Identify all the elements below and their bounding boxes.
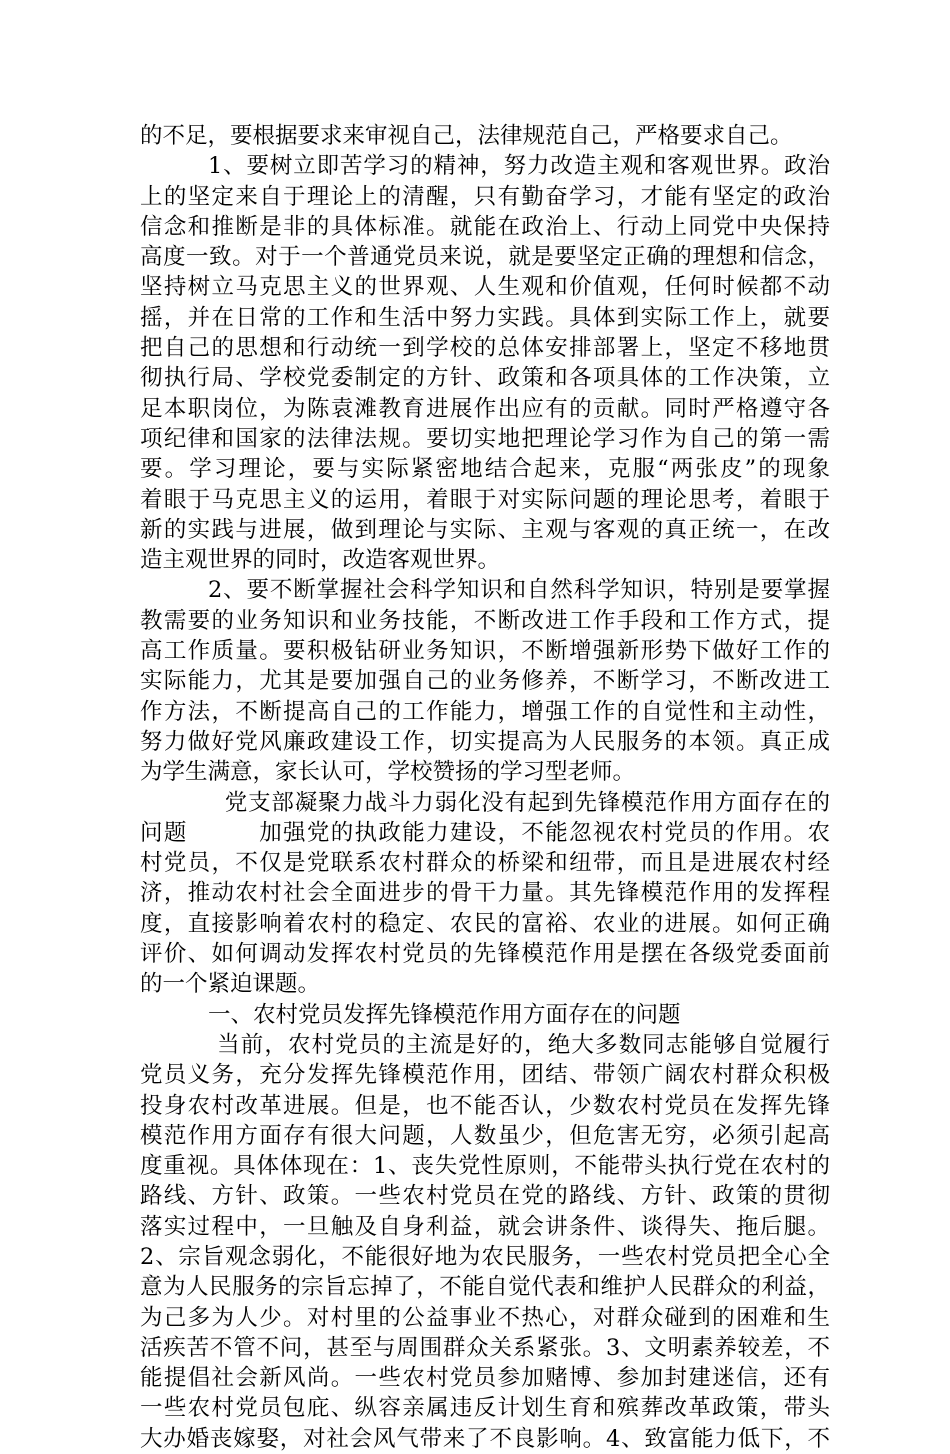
text-line-content: 的不足，要根据要求来审视自己，法律规范自己，严格要求自己。 [140,123,793,149]
text-line [140,697,830,727]
text-line-content: 问题 加强党的执政能力建设，不能忽视农村党员的作用。农 [140,819,830,846]
text-line-content: 着眼于马克思主义的运用，着眼于对实际问题的理论思考，着眼于 [140,486,830,513]
text-line [140,666,830,696]
text-line [140,545,830,575]
text-line [140,788,830,818]
text-line [140,121,830,151]
text-line-content: 把自己的思想和行动统一到学校的总体安排部署上，坚定不移地贯 [140,335,830,362]
text-line-content: 模范作用方面存有很大问题，人数虽少，但危害无穷，必须引起高 [140,1122,830,1149]
text-line [140,757,830,787]
text-line-content: 彻执行局、学校党委制定的方针、政策和各项具体的工作决策，立 [140,365,830,392]
text-line-content: 为己多为人少。对村里的公益事业不热心，对群众碰到的困难和生 [140,1304,830,1331]
text-line-content: 坚持树立马克思主义的世界观、人生观和价值观，任何时候都不动 [140,274,830,301]
text-line-content: 实际能力，尤其是要加强自己的业务修养，不断学习，不断改进工 [140,668,830,695]
text-line-content: 评价、如何调动发挥农村党员的先锋模范作用是摆在各级党委面前 [140,941,830,968]
text-line-content: 新的实践与进展，做到理论与实际、主观与客观的真正统一，在改 [140,516,830,543]
text-line [140,1181,830,1211]
document-body [140,121,830,1454]
text-line [140,151,830,181]
text-line-content: 信念和推断是非的具体标准。就能在政治上、行动上同党中央保持 [140,213,830,240]
text-line [140,303,830,333]
text-line [140,1000,830,1030]
text-line-content: 摇，并在日常的工作和生活中努力实践。具体到实际工作上，就要 [140,304,830,331]
text-line-content: 要。学习理论，要与实际紧密地结合起来，克服“两张皮”的现象 [140,456,830,483]
text-line [140,454,830,484]
text-line [140,1363,830,1393]
text-line-content: 济，推动农村社会全面进步的骨干力量。其先锋模范作用的发挥程 [140,880,830,907]
text-line-content: 投身农村改革进展。但是，也不能否认，少数农村党员在发挥先锋 [140,1092,830,1119]
text-line [140,1121,830,1151]
text-line [140,1212,830,1242]
text-line [140,1242,830,1272]
text-line-content: 1、要树立即苦学习的精神，努力改造主观和客观世界。政治 [208,153,830,180]
text-line-content: 上的坚定来自于理论上的清醒，只有勤奋学习，才能有坚定的政治 [140,183,830,210]
text-line-content: 为学生满意，家长认可，学校赞扬的学习型老师。 [140,759,636,786]
text-line [140,1424,830,1454]
text-line-content: 大办婚丧嫁娶，对社会风气带来了不良影响。4、致富能力低下，不 [140,1425,830,1452]
text-line-content: 意为人民服务的宗旨忘掉了，不能自觉代表和维护人民群众的利益， [140,1274,830,1301]
text-line [140,878,830,908]
text-line-content: 教需要的业务知识和业务技能，不断改进工作手段和工作方式，提 [140,607,830,634]
text-line [140,606,830,636]
text-line [140,727,830,757]
text-line [140,969,830,999]
text-line [140,1333,830,1363]
text-line [140,1272,830,1302]
text-line [140,1393,830,1423]
text-line-content: 2、宗旨观念弱化，不能很好地为农民服务，一些农村党员把全心全 [140,1243,830,1270]
text-line [140,575,830,605]
text-line [140,333,830,363]
text-line-content: 当前，农村党员的主流是好的，绝大多数同志能够自觉履行 [216,1031,830,1058]
text-line-content: 路线、方针、政策。一些农村党员在党的路线、方针、政策的贯彻 [140,1183,830,1210]
text-line [140,363,830,393]
text-line [140,848,830,878]
text-line-content: 2、要不断掌握社会科学知识和自然科学知识，特别是要掌握 [208,577,830,604]
text-line-content: 项纪律和国家的法律法规。要切实地把理论学习作为自己的第一需 [140,425,830,452]
text-line-content: 作方法，不断提高自己的工作能力，增强工作的自觉性和主动性， [140,698,830,725]
text-line-content: 党支部凝聚力战斗力弱化没有起到先锋模范作用方面存在的 [224,789,830,816]
text-line [140,424,830,454]
text-line [140,485,830,515]
text-line-content: 活疾苦不管不问，甚至与周围群众关系紧张。3、文明素养较差，不 [140,1334,830,1361]
text-line [140,182,830,212]
text-line [140,515,830,545]
text-line-content: 度重视。具体体现在：1、丧失党性原则，不能带头执行党在农村的 [140,1153,830,1180]
text-line [140,1060,830,1090]
text-line-content: 的一个紧迫课题。 [140,971,321,998]
text-line [140,909,830,939]
text-line [140,1151,830,1181]
text-line [140,818,830,848]
text-line-content: 能提倡社会新风尚。一些农村党员参加赌博、参加封建迷信，还有 [140,1365,830,1392]
text-line-content: 高度一致。对于一个普通党员来说，就是要坚定正确的理想和信念， [140,244,830,271]
text-line-content: 造主观世界的同时，改造客观世界。 [140,547,501,574]
text-line-content: 一些农村党员包庇、纵容亲属违反计划生育和殡葬改革政策，带头 [140,1395,830,1422]
text-line [140,394,830,424]
text-line-content: 高工作质量。要积极钻研业务知识，不断增强新形势下做好工作的 [140,638,830,665]
text-line [140,272,830,302]
text-line-content: 一、农村党员发挥先锋模范作用方面存在的问题 [208,1001,681,1028]
text-line [140,1091,830,1121]
text-line [140,1030,830,1060]
text-line-content: 落实过程中，一旦触及自身利益，就会讲条件、谈得失、拖后腿。 [140,1213,830,1240]
text-line-content: 党员义务，充分发挥先锋模范作用，团结、带领广阔农村群众积极 [140,1062,830,1089]
text-line [140,242,830,272]
text-line-content: 村党员，不仅是党联系农村群众的桥梁和纽带，而且是进展农村经 [140,850,830,877]
text-line [140,636,830,666]
text-line-content: 度，直接影响着农村的稳定、农民的富裕、农业的进展。如何正确 [140,910,830,937]
text-line [140,939,830,969]
text-line-content: 努力做好党风廉政建设工作，切实提高为人民服务的本领。真正成 [140,728,830,755]
text-line [140,212,830,242]
text-line-content: 足本职岗位，为陈袁滩教育进展作出应有的贡献。同时严格遵守各 [140,395,830,422]
text-line [140,1303,830,1333]
